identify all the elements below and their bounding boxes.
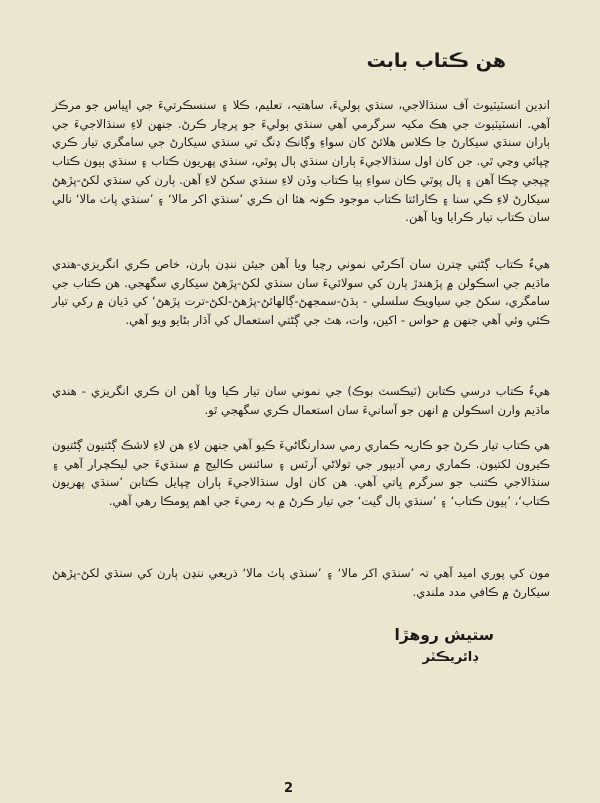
signature-name: ستيش روهڙا [394,626,494,644]
paragraph-closing-hope: مون کي پوري اميد آهي تہ ’سنڌي اکر مالا‘ ۽ ’سنڌي پاٺ مالا‘ ذريعي ننڍن ٻارن کي سنڌي لکڻ-پڙهڻ سيکارڻ ۾ ڪافي مدد ملندي. [52,566,550,599]
page-title: هن ڪتاب بابت [366,50,506,72]
paragraph-author-credit: هي ڪتاب تيار ڪرڻ جو ڪاريہ ڪماري رمي سدارنگاڻيءَ ڪيو آهي جنهن لاءِ هن لاءِ لاشڪ ڳڻتيون ڳڻتيون ڪيرون لکتيون. ڪماري رمي آديپور جي تولاڻي آرٽس ۽ سائنس ڪاليج ۾ سنڌيءَ جي ليڪچرار آهي ۽ سنڌالاجي ڪتنب جو سرگرم ڀاتي آهي. هن کان اول سنڌالاجيءَ ٻاران ڇپايل ڪتابن ’سنڌي پهريون ڪتاب‘، ’ٻيون ڪتاب‘ ۽ ’سنڌي ٻال گيت‘ جي تيار ڪرڻ ۾ بہ رميءَ جي اهم ڀومڪا رهي آهي. [52,438,550,509]
paragraph-book-design: هيءُ ڪتاب ڳڻتي چترن سان آڪرڻي نموني رچيا ويا آهن جيئن ننڍن ٻارن، خاص ڪري انگريزي-هندي ماڌيم جي اسڪولن ۾ پڙهندڙ ٻارن کي سولائيءَ سان سنڌي لکڻ-پڙهڻ سيکاري سگهجي. هن ڪتاب جي سامگري، سکڻ جي سياويڪ سلسلي - ٻڌڻ-سمجهڻ-ڳالهائڻ-پڙهڻ-لکڻ-ترت پڙهڻ‘ کي ڌيان ۾ رکي تيار ڪئي وئي آهي جنهن ۾ حواس - اکين، وات، هٿ جي ڳڻتي استعمال کي آڌار بڻايو ويو آهي. [52,257,550,328]
signature-title: ڊائريڪٽر [422,650,478,665]
paragraph-textbook-use: هيءُ ڪتاب درسي ڪتابن (ٽيڪسٽ بوڪ) جي نموني سان تيار ڪيا ويا آهن ان ڪري انگريزي - هندي ماڌيم وارن اسڪولن ۾ انهن جو آسانيءَ سان استعمال ڪري سگهجي ٿو. [52,384,550,417]
page-number: 2 [284,781,294,796]
paragraph-introduction: انڊين انسٽيٽيوٽ آف سنڌالاجي، سنڌي ٻوليءَ، ساهتيہ، تعليم، ڪلا ۽ سنسڪرتيءَ جي اڀياس جو مرڪز آهي. انسٽيٽيوٽ جي هڪ مکيہ سرگرمي آهي سنڌي ٻوليءَ جو پرچار ڪرڻ. جنهن لاءِ سنڌالاجيءَ جي ٻاران سنڌي سيکارڻ جا ڪلاس هلائڻ کان سواءِ وڳانڪ ڍنگ تي سنڌي سيکارڻ جي سامگري تيار ڪري ڇپائي وڃي ٿي. جن کان اول سنڌالاجيءَ ٻاران سنڌي ٻال پوٿي، سنڌي پهريون ڪتاب ۽ سنڌي ٻيون ڪتاب ڇپجي چڪا آهن ۽ ٻال پوٿي ڪان سواءِ ٻيا ڪتاب وڏن لاءِ سنڌي سکڻ لاءِ آهن. ٻارن کي سنڌي لکڻ-پڙهڻ سيکارڻ لاءِ ڪي سنا ۽ ڪارائتا ڪتاب موجود ڪونہ هئا ان ڪري ’سنڌي اکر مالا‘ ۽ ’سنڌي پاٺ مالا‘ نالي سان ڪتاب تيار ڪرايا ويا آهن. [52,98,550,225]
